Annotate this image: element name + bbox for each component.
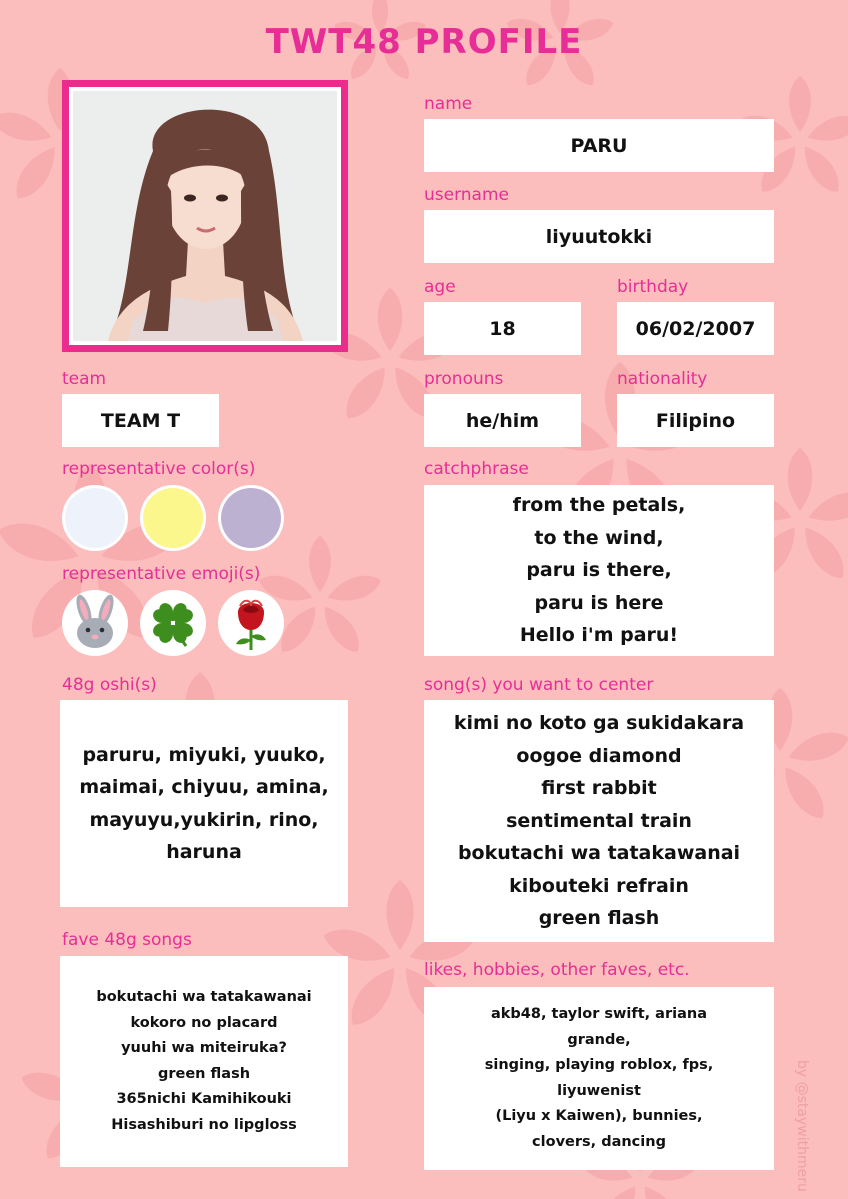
rep-emoji-label: representative emoji(s) <box>62 564 261 584</box>
center-songs-label: song(s) you want to center <box>424 675 654 695</box>
catchphrase-line: paru is there, <box>526 559 672 582</box>
name-value: PARU <box>570 134 628 157</box>
oshi-line: haruna <box>166 841 242 863</box>
likes-line: (Liyu x Kaiwen), bunnies, <box>495 1108 703 1124</box>
emoji-circle-3 <box>218 590 284 656</box>
pronouns-box <box>424 394 581 447</box>
catchphrase-box <box>424 485 774 656</box>
page-title: TWT48 PROFILE <box>265 22 583 62</box>
color-swatch-1 <box>62 485 128 551</box>
username-value: liyuutokki <box>545 225 653 248</box>
credit-text: by @staywithmeru <box>794 1060 810 1192</box>
likes-line: akb48, taylor swift, ariana <box>491 1006 707 1022</box>
age-label: age <box>424 277 456 297</box>
center-song-line: oogoe diamond <box>516 744 682 767</box>
center-song-line: bokutachi wa tatakawanai <box>457 842 741 865</box>
name-box <box>424 119 774 172</box>
emoji-circle-1 <box>62 590 128 656</box>
profile-photo <box>73 91 337 341</box>
age-value: 18 <box>489 317 516 340</box>
pronouns-value: he/him <box>465 409 540 432</box>
team-label: team <box>62 369 107 389</box>
color-swatch-3 <box>218 485 284 551</box>
fave-songs-label: fave 48g songs <box>62 930 192 950</box>
emoji-circle-2 <box>140 590 206 656</box>
oshi-line: maimai, chiyuu, amina, <box>79 776 329 798</box>
center-song-line: green flash <box>538 907 660 930</box>
oshi-box <box>60 700 348 907</box>
four-leaf-clover-icon <box>140 590 206 656</box>
fave-song-line: 365nichi Kamihikouki <box>116 1091 292 1107</box>
catchphrase-line: paru is here <box>534 591 664 614</box>
color-swatch-2 <box>140 485 206 551</box>
catchphrase-label: catchphrase <box>424 459 529 479</box>
fave-songs-box <box>60 956 348 1167</box>
likes-label: likes, hobbies, other faves, etc. <box>424 960 690 980</box>
oshi-label: 48g oshi(s) <box>62 675 157 695</box>
center-songs-box <box>424 700 774 942</box>
center-song-line: first rabbit <box>541 777 657 800</box>
catchphrase-line: Hello i'm paru! <box>519 624 679 647</box>
oshi-line: paruru, miyuki, yuuko, <box>82 743 326 766</box>
center-song-line: sentimental train <box>506 809 692 832</box>
rose-icon <box>218 590 284 656</box>
pronouns-label: pronouns <box>424 369 504 389</box>
team-value: TEAM T <box>100 409 181 432</box>
fave-song-line: kokoro no placard <box>130 1014 278 1031</box>
nationality-box <box>617 394 774 447</box>
likes-box <box>424 987 774 1170</box>
birthday-box <box>617 302 774 355</box>
color-swatch-fill <box>143 488 203 548</box>
birthday-value: 06/02/2007 <box>635 317 756 340</box>
likes-line: liyuwenist <box>557 1082 641 1099</box>
nationality-value: Filipino <box>655 409 736 432</box>
age-box <box>424 302 581 355</box>
catchphrase-line: to the wind, <box>534 526 664 549</box>
name-label: name <box>424 94 473 114</box>
rabbit-icon <box>62 590 128 656</box>
profile-photo-frame <box>62 80 348 352</box>
username-label: username <box>424 185 509 205</box>
team-box <box>62 394 219 447</box>
likes-line: grande, <box>567 1031 631 1048</box>
center-song-line: kimi no koto ga sukidakara <box>453 712 745 735</box>
color-swatch-fill <box>65 488 125 548</box>
fave-song-line: green flash <box>157 1065 251 1082</box>
rep-colors-label: representative color(s) <box>62 459 256 479</box>
fave-song-line: yuuhi wa miteiruka? <box>121 1040 287 1056</box>
birthday-label: birthday <box>617 277 689 297</box>
username-box <box>424 210 774 263</box>
fave-song-line: bokutachi wa tatakawanai <box>96 989 312 1005</box>
catchphrase-line: from the petals, <box>512 494 686 517</box>
oshi-line: mayuyu,yukirin, rino, <box>89 808 319 831</box>
fave-song-line: Hisashiburi no lipgloss <box>111 1116 297 1133</box>
color-swatch-fill <box>221 488 281 548</box>
likes-line: clovers, dancing <box>532 1133 666 1150</box>
likes-line: singing, playing roblox, fps, <box>484 1057 714 1073</box>
nationality-label: nationality <box>617 369 708 389</box>
center-song-line: kibouteki refrain <box>509 874 689 897</box>
